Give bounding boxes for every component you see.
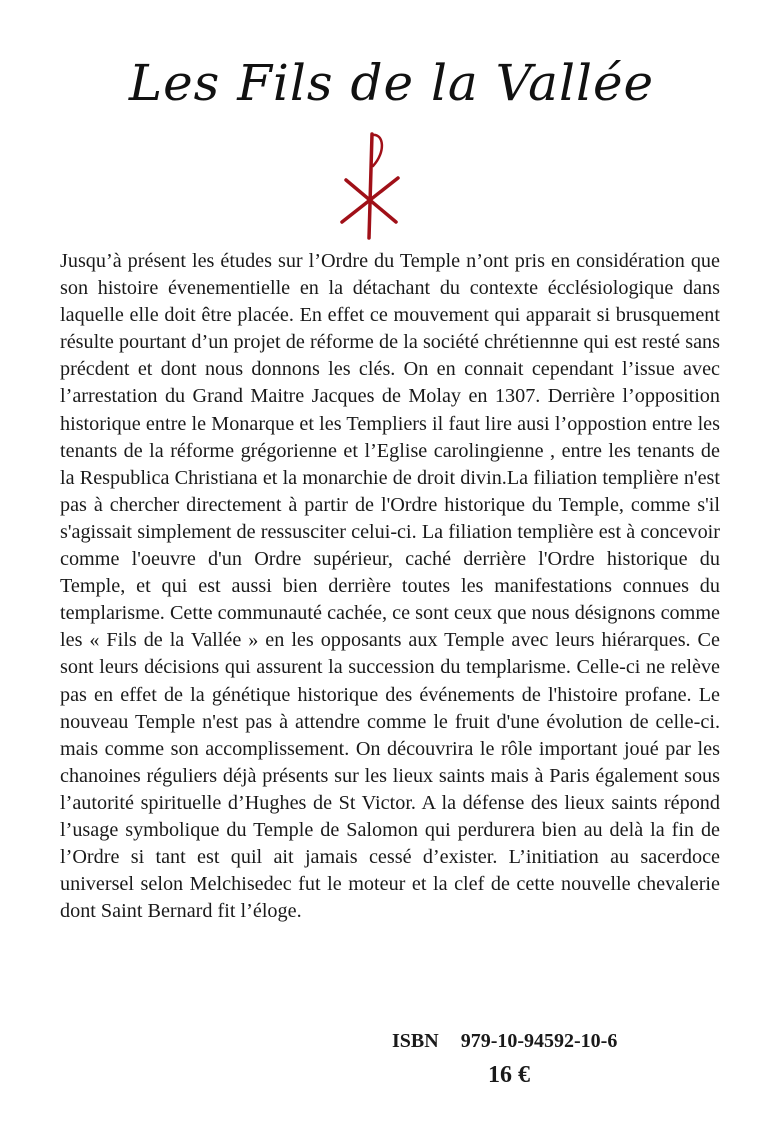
- price: 16 €: [488, 1062, 530, 1088]
- chi-rho-icon: [336, 130, 406, 240]
- back-cover-blurb: [60, 248, 720, 925]
- book-title: Les Fils de la Vallée: [128, 54, 655, 112]
- isbn-line: [392, 1030, 617, 1053]
- blurb-paragraph: Jusqu’à présent les études sur l’Ordre du Temple n’ont pris en considération que son histoire évenementielle en la détachant du contexte écclésiologique dans laquelle elle doit être placée. En effet ce mouvement qui apparait si brusquement résulte pourtant d’un projet de réforme de la société chrétiennne qui est resté sans précdent et dont nous donnons les clés. On en connait cependant l’issue avec l’arrestation du Grand Maitre Jacques de Molay en 1307. Derrière l’opposition historique entre le Monarque et les Templiers il faut lire ausi l’oppostion entre les tenants de la réforme grégorienne et l’Eglise carolingienne , entre les tenants de la Respublica Christiana et la monarchie de droit divin.La filiation templière n'est pas à chercher directement à partir de l'Ordre historique du Temple, comme s'il s'agissait simplement de ressusciter celui-ci. La filiation templière est à concevoir comme l'oeuvre d'un Ordre supérieur, caché derrière l'Ordre historique du Temple, et qui est aussi bien derrière toutes les manifestations connues du templarisme. Cette communauté cachée, ce sont ceux que nous désignons comme les « Fils de la Vallée » en les opposants aux Temple avec leurs hiérarques. Ce sont leurs décisions qui assurent la succession du templarisme. Celle-ci ne relève pas en effet de la génétique historique des événements de l'histoire profane. Le nouveau Temple n'est pas à attendre comme le fruit d'une évolution de celle-ci. mais comme son accomplissement. On découvrira le rôle important joué par les chanoines réguliers déjà présents sur les lieux saints mais à Paris également sous l’autorité spirituelle d’Hughes de St Victor. A la défense des lieux saints répond l’usage symbolique du Temple de Salomon qui perdurera bien au delà la fin de l’Ordre si tant est quil ait jamais cessé d’exister. L’initiation au sacerdoce universel selon Melchisedec fut le moteur et la clef de cette nouvelle chevalerie dont Saint Bernard fit l’éloge.: [60, 250, 720, 923]
- isbn-number: 979-10-94592-10-6: [460, 1030, 618, 1052]
- isbn-label: ISBN: [392, 1030, 439, 1052]
